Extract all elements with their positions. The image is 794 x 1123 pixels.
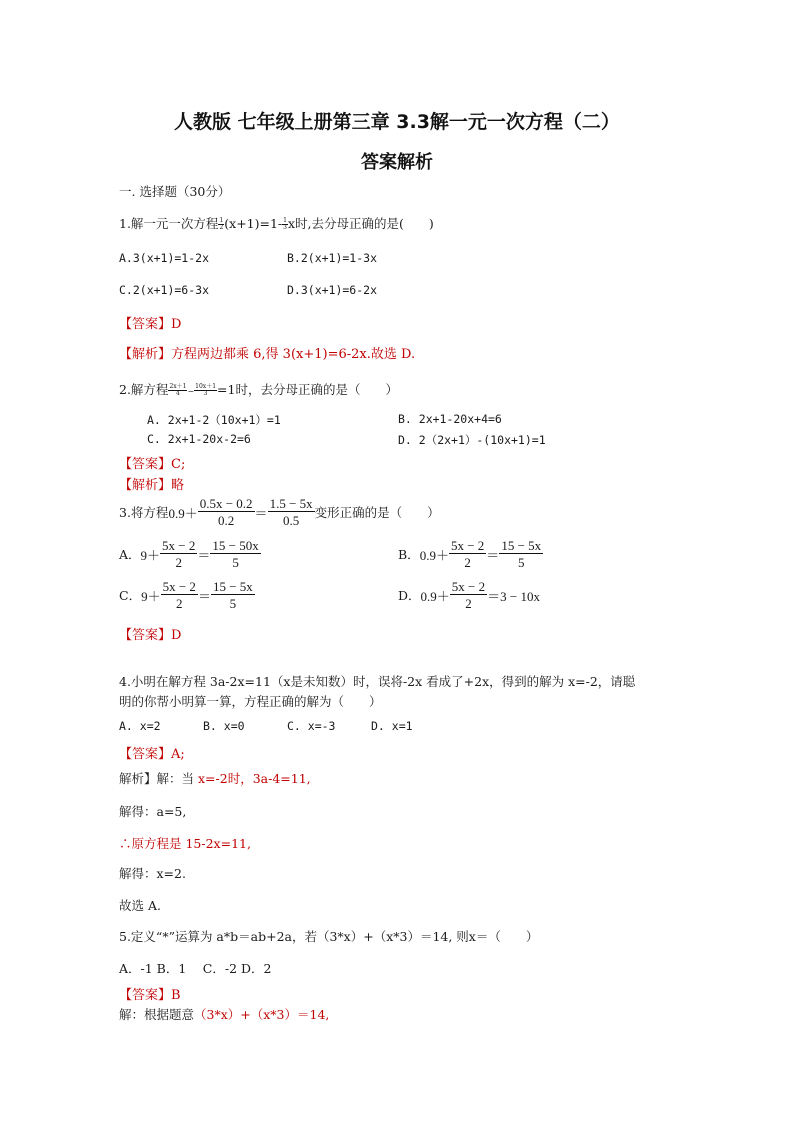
page-title: 人教版 七年级上册第三章 3.3解一元一次方程（二） bbox=[174, 111, 620, 133]
q5-options: A．-1 B．1 C．-2 D．2 bbox=[119, 961, 272, 976]
q2-stem: 2.解方程 $\frac{2x+1}{4}$ − $\frac{10x+1}{3}$ =1时，去分母正确的是（ ） bbox=[119, 382, 398, 397]
q4-option-c: C. x=-3 bbox=[287, 719, 336, 733]
q3-option-c: C． 9＋ $\frac{5x - 2}{2}$ ＝ $\frac{15 - 5x}{5}$ bbox=[119, 579, 253, 611]
q3-fraction-2: $\frac{1.5 - 5x}{0.5}$ bbox=[269, 496, 313, 528]
q2-option-b: B. 2x+1-20x+4=6 bbox=[398, 412, 502, 426]
q3-fraction-1: $\frac{0.5x - 0.2}{0.2}$ bbox=[199, 496, 253, 528]
q4-step-2: ∴原方程是 15-2x=11, bbox=[119, 836, 251, 851]
q1-fraction-2: $\frac{1}{3}$ bbox=[283, 217, 287, 231]
q4-stem-line1: 4.小明在解方程 3a-2x=11（x是未知数）时，误将-2x 看成了+2x，得到的解为 x=-2，请聪 bbox=[119, 674, 636, 689]
q1-stem: 1.解一元一次方程 $\frac{1}{2}$ (x+1)=1- $\frac{1}{3}$ x时,去分母正确的是( ) bbox=[119, 216, 434, 231]
q3-equation: 0.9＋ $\frac{0.5x - 0.2}{0.2}$ ＝ $\frac{1.5 - 5x}{0.5}$ bbox=[168, 496, 313, 528]
q2-answer: 【答案】C; bbox=[119, 457, 186, 472]
q2-option-a: A. 2x+1-2（10x+1）=1 bbox=[147, 413, 281, 427]
q1-option-a: A.3(x+1)=1-2x bbox=[119, 251, 210, 265]
q5-stem: 5.定义“*”运算为 a*b＝ab+2a，若（3*x）+（x*3）＝14, 则x＝（ ） bbox=[119, 929, 539, 944]
q4-analysis: 解析】解：当 x=-2时，3a-4=11, bbox=[119, 771, 311, 786]
q3-stem: 3.将方程 0.9＋ $\frac{0.5x - 0.2}{0.2}$ ＝ $\frac{1.5 - 5x}{0.5}$ 变形正确的是（ ） bbox=[119, 496, 440, 528]
q2-option-c: C. 2x+1-20x-2=6 bbox=[147, 432, 251, 446]
q2-option-d: D. 2（2x+1）-(10x+1)=1 bbox=[398, 433, 546, 447]
q4-stem-line2: 明的你帮小明算一算，方程正确的解为（ ） bbox=[119, 694, 382, 709]
q4-option-d: D. x=1 bbox=[371, 719, 413, 733]
q3-answer: 【答案】D bbox=[119, 628, 182, 643]
q1-option-c: C.2(x+1)=6-3x bbox=[119, 283, 210, 297]
q5-answer: 【答案】B bbox=[119, 988, 181, 1003]
q4-option-b: B. x=0 bbox=[203, 719, 245, 733]
q2-analysis: 【解析】略 bbox=[119, 478, 185, 493]
q3-option-d: D． 0.9＋ $\frac{5x - 2}{2}$ ＝3 − 10x bbox=[398, 579, 540, 611]
q2-fraction-1: $\frac{2x+1}{4}$ bbox=[169, 383, 187, 397]
q1-answer: 【答案】D bbox=[119, 317, 182, 332]
section-heading: 一. 选择题（30分） bbox=[119, 184, 231, 199]
q4-option-a: A. x=2 bbox=[119, 719, 161, 733]
q1-analysis: 【解析】方程两边都乘 6,得 3(x+1)=6-2x.故选 D. bbox=[119, 347, 416, 362]
q3-option-b: B． 0.9＋ $\frac{5x - 2}{2}$ ＝ $\frac{15 - 5x}{5}$ bbox=[398, 538, 542, 570]
q2-fraction-2: $\frac{10x+1}{3}$ bbox=[195, 383, 217, 397]
q4-answer: 【答案】A; bbox=[119, 747, 185, 762]
q1-fraction-1: $\frac{1}{2}$ bbox=[219, 217, 224, 231]
q3-option-a: A． 9＋ $\frac{5x - 2}{2}$ ＝ $\frac{15 - 50x}{5}$ bbox=[119, 538, 259, 570]
q5-solution: 解：根据题意（3*x）+（x*3）＝14, bbox=[119, 1007, 330, 1022]
q4-step-4: 故选 A. bbox=[119, 898, 161, 913]
q1-option-d: D.3(x+1)=6-2x bbox=[287, 283, 378, 297]
page-subtitle: 答案解析 bbox=[361, 152, 433, 173]
q4-step-1: 解得：a=5, bbox=[119, 804, 187, 819]
q4-step-3: 解得：x=2. bbox=[119, 866, 186, 881]
q1-option-b: B.2(x+1)=1-3x bbox=[287, 251, 378, 265]
